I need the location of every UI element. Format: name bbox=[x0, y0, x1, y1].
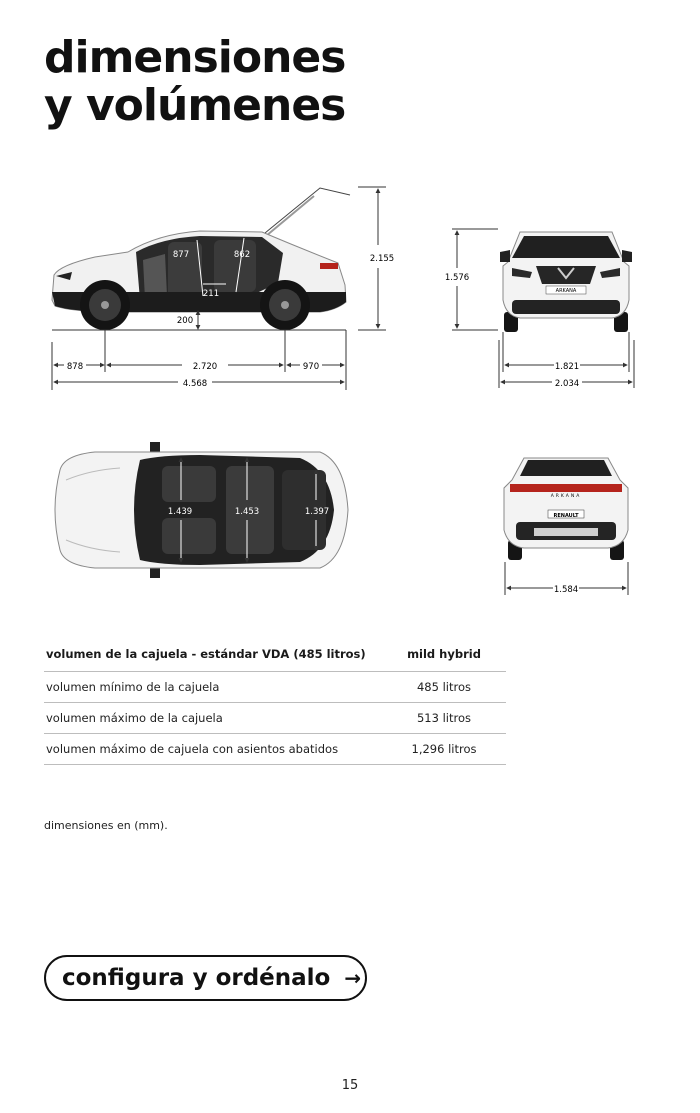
side-wheelbase-label: 2.720 bbox=[192, 362, 218, 372]
side-ground-clearance-label: 200 bbox=[176, 316, 194, 326]
side-front-overhang-label: 878 bbox=[66, 362, 84, 372]
row-value: 1,296 litros bbox=[382, 734, 506, 765]
top-elbow-rear-label: 1.453 bbox=[234, 507, 260, 517]
front-width-label: 1.821 bbox=[554, 362, 580, 372]
title-line-2: y volúmenes bbox=[44, 80, 346, 131]
table-row bbox=[44, 672, 506, 703]
title-line-1: dimensiones bbox=[44, 32, 346, 83]
side-view-car bbox=[52, 188, 350, 330]
rear-model-badge: ARKANA bbox=[550, 494, 582, 499]
side-headroom-front-label: 877 bbox=[172, 250, 190, 260]
rear-track-label: 1.584 bbox=[553, 585, 579, 595]
row-label: volumen mínimo de la cajuela bbox=[44, 672, 382, 703]
table-header-value: mild hybrid bbox=[382, 640, 506, 672]
arrow-right-icon: → bbox=[344, 966, 362, 990]
side-height-tailgate-label: 2.155 bbox=[369, 254, 395, 264]
top-trunk-width-label: 1.397 bbox=[304, 507, 330, 517]
front-plate-badge: ARKANA bbox=[555, 288, 577, 294]
configure-order-button[interactable] bbox=[44, 955, 367, 1001]
row-label: volumen máximo de cajuela con asientos abatidos bbox=[44, 734, 382, 765]
table-header-label: volumen de la cajuela - estándar VDA (485 litros) bbox=[44, 640, 382, 672]
row-value: 485 litros bbox=[382, 672, 506, 703]
row-label: volumen máximo de la cajuela bbox=[44, 703, 382, 734]
top-elbow-front-label: 1.439 bbox=[167, 507, 193, 517]
side-legroom-label: 211 bbox=[202, 289, 220, 299]
table-header-row bbox=[44, 640, 506, 672]
front-width-mirrors-label: 2.034 bbox=[554, 379, 580, 389]
table-row bbox=[44, 703, 506, 734]
page-number: 15 bbox=[341, 1078, 359, 1093]
rear-brand-badge: RENAULT bbox=[553, 513, 579, 519]
side-overall-length-label: 4.568 bbox=[182, 379, 208, 389]
units-note: dimensiones en (mm). bbox=[44, 819, 168, 832]
row-value: 513 litros bbox=[382, 703, 506, 734]
front-height-label: 1.576 bbox=[444, 273, 470, 283]
side-rear-overhang-label: 970 bbox=[302, 362, 320, 372]
boot-volume-table bbox=[44, 640, 506, 765]
rear-view-car bbox=[504, 458, 628, 560]
side-headroom-rear-label: 862 bbox=[233, 250, 251, 260]
rear-view-dimensions bbox=[505, 562, 628, 595]
front-view-car bbox=[500, 232, 632, 332]
table-row bbox=[44, 734, 506, 765]
cta-label: configura y ordénalo bbox=[62, 965, 331, 991]
